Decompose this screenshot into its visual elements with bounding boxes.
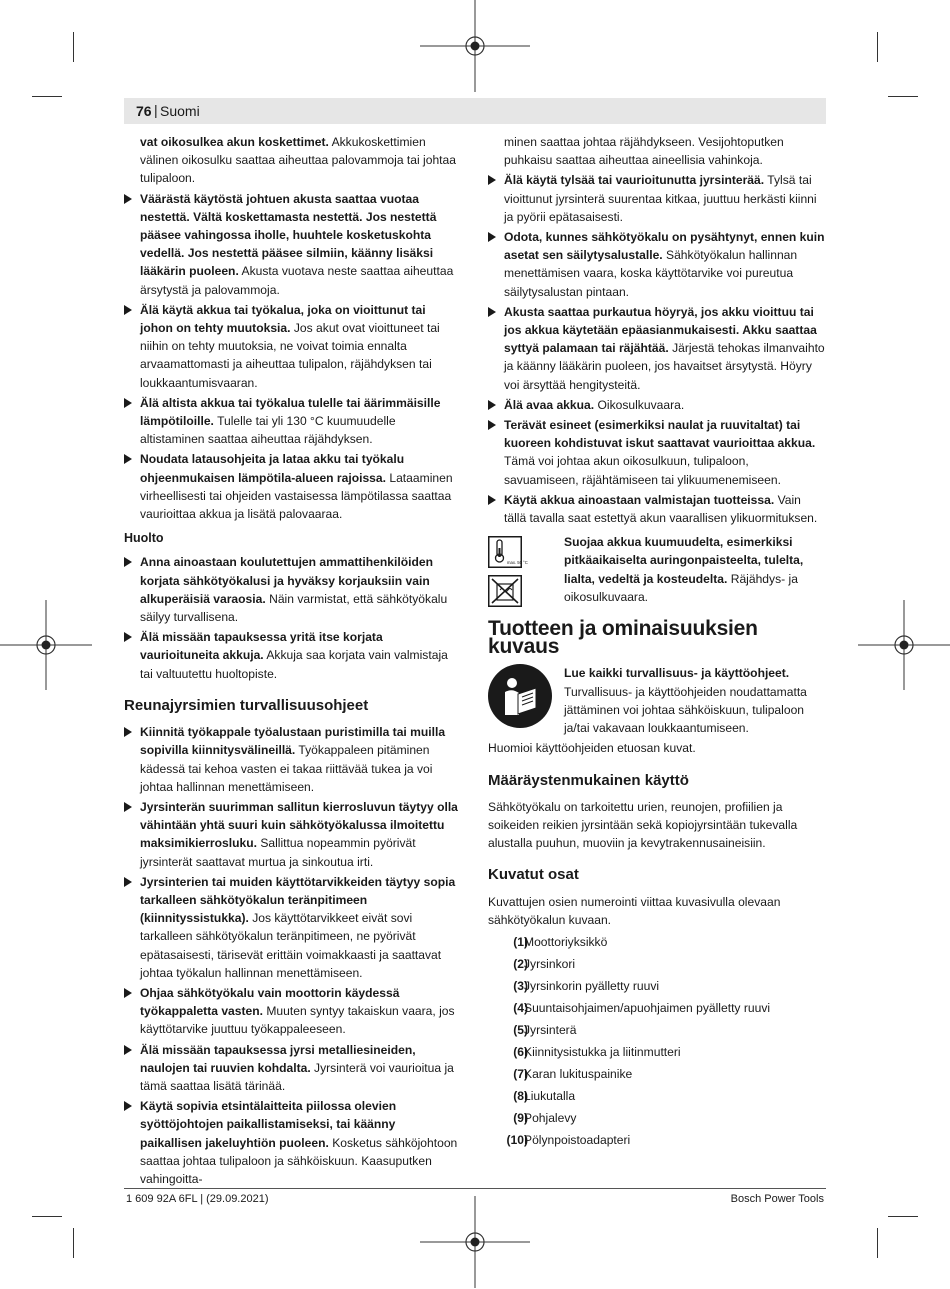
registration-mark-icon xyxy=(0,600,92,690)
list-item: (4) Suuntaisohjaimen/apuohjaimen pyälletty ruuvi xyxy=(513,1000,771,1015)
page-number: 76 xyxy=(136,103,152,119)
list-item: (9) Pohjalevy xyxy=(513,1110,577,1125)
header-language: Suomi xyxy=(160,103,200,119)
list-item: (7) Karan lukituspainike xyxy=(513,1066,633,1081)
list-item: Väärästä käytöstä johtuen akusta saattaa vuotaa nestettä. Vältä koskettamasta nestettä. Jos nestettä pääsee vahingossa iholle, huuhtele kosketuskohta vedellä. Jos nestettä pääsee silmiin, käänny lisäksi lääkärin puoleen. Akusta vuotava neste saattaa aiheuttaa ärsytystä ja palovammoja. xyxy=(124,190,460,299)
footer-brand: Bosch Power Tools xyxy=(730,1193,824,1205)
triangle-bullet-icon xyxy=(488,232,496,242)
triangle-bullet-icon xyxy=(488,495,496,505)
triangle-bullet-icon xyxy=(124,305,132,315)
list-item: Akusta saattaa purkautua höyryä, jos akku vioittuu tai jos akkua käytetään epäasianmukaisesti. Akku saattaa syttyä palamaan tai räjähtää. Järjestä tehokas ilmanvaihto ja käänny lääkärin puoleen, jos havaitset ärsytystä. Höyry voi ärsyttää hengitysteitä. xyxy=(488,303,826,394)
list-item: Anna ainoastaan koulutettujen ammattihenkilöiden korjata sähkötyökalusi ja hyväksy korjauksiin vain alkuperäisiä varaosia. Näin varmistat, että sähkötyökalu säilyy turvallisena. xyxy=(124,553,460,626)
list-item: (10) Pölynpoistoadapteri xyxy=(506,1132,631,1147)
list-item: Älä käytä tylsää tai vaurioitunutta jyrsinterää. Tylsä tai vioittunut jyrsinterä suurentaa kitkaa, juuttuu herkästi kiinni ja pyörii epätasaisesti. xyxy=(488,171,826,226)
triangle-bullet-icon xyxy=(124,727,132,737)
parts-list xyxy=(488,933,826,1153)
crop-mark xyxy=(877,1228,878,1258)
list-item: Terävät esineet (esimerkiksi naulat ja ruuvitaltat) tai kuoreen kohdistuvat iskut saattavat vaurioittaa akkua. Tämä voi johtaa akun oikosulkuun, tulipaloon, savuamiseen, räjähtämiseen tai ylikuumenemiseen. xyxy=(488,416,826,489)
list-item: Noudata latausohjeita ja lataa akku tai työkalu ohjeenmukaisen lämpötila-alueen rajoissa. Lataaminen virheellisesti tai ohjeiden vastaisessa lämpötilassa saattaa vaurioittaa akkua ja lisätä palovaaraa. xyxy=(124,450,460,523)
section-subheading: Huolto xyxy=(124,531,164,546)
triangle-bullet-icon xyxy=(124,988,132,998)
list-item: Kiinnitä työkappale työalustaan puristimilla tai muilla sopivilla kiinnitysvälineillä. Työkappaleen pitäminen kädessä tai kehoa vasten ei takaa riittävää tukea ja voi johtaa hallinnan menettämiseen. xyxy=(124,723,460,796)
triangle-bullet-icon xyxy=(124,632,132,642)
footer-doc-id: 1 609 92A 6FL | (29.09.2021) xyxy=(126,1193,269,1205)
triangle-bullet-icon xyxy=(124,194,132,204)
list-item: (2) Jyrsinkori xyxy=(513,956,576,971)
triangle-bullet-icon xyxy=(488,307,496,317)
crop-mark xyxy=(73,32,74,62)
triangle-bullet-icon xyxy=(124,398,132,408)
registration-mark-icon xyxy=(420,0,530,92)
crop-mark xyxy=(888,96,918,97)
list-item: Ohjaa sähkötyökalu vain moottorin käydessä työkappaletta vasten. Muuten syntyy takaiskun vaara, jos käyttötarvike juuttuu työkappaleeseen. xyxy=(124,984,460,1039)
intro-paragraph: vat oikosulkea akun koskettimet. Akkukoskettimien välinen oikosulku saattaa aiheuttaa palovammoja tai johtaa tulipaloon. xyxy=(140,135,456,186)
right-column xyxy=(488,133,826,1153)
parts-intro-text: Kuvattujen osien numerointi viittaa kuvasivulla olevaan sähkötyökalun kuvaan. xyxy=(488,894,781,927)
list-item: Älä missään tapauksessa yritä itse korjata vaurioituneita akkuja. Akkuja saa korjata vain valmistaja tai valtuutettu huoltopiste. xyxy=(124,628,460,683)
triangle-bullet-icon xyxy=(124,454,132,464)
section-heading: Määräystenmukainen käyttö xyxy=(488,771,689,789)
list-item: (8) Liukutalla xyxy=(513,1088,576,1103)
heat-warning-note: max. 50 °C Suojaa akkua kuumuudelta, esimerkiksi pitkäaikaiselta auringonpaisteelta, tulelta, lialta, vedeltä ja kosteudelta. Räjähdys- ja oikosulkuvaara. xyxy=(488,533,826,606)
list-item: Käytä akkua ainoastaan valmistajan tuotteissa. Vain tällä tavalla saat estettyä akun vaarallisen ylikuormituksen. xyxy=(488,491,826,527)
read-manual-icon xyxy=(488,664,552,728)
section-heading: Reunajyrsimien turvallisuusohjeet xyxy=(124,696,369,714)
crop-mark xyxy=(32,1216,62,1217)
crop-mark xyxy=(888,1216,918,1217)
left-column xyxy=(124,133,460,1190)
read-note-after: Huomioi käyttöohjeiden etuosan kuvat. xyxy=(488,741,696,756)
triangle-bullet-icon xyxy=(488,420,496,430)
page-footer xyxy=(124,1188,826,1205)
no-water-icon xyxy=(488,575,522,607)
list-item: Älä missään tapauksessa jyrsi metalliesineiden, naulojen tai ruuvien kohdalta. Jyrsinterä voi vaurioitua ja tämä saattaa lisätä tärinää. xyxy=(124,1041,460,1096)
registration-mark-icon xyxy=(858,600,950,690)
registration-mark-icon xyxy=(420,1196,530,1288)
intended-use-text: Sähkötyökalu on tarkoitettu urien, reunojen, profiilien ja soikeiden reikien jyrsintään sekä kopiojyrsintään tukevalla alustalla puuhun, muoviin ja kevytrakennusaineisiin. xyxy=(488,799,798,851)
read-manual-note: Lue kaikki turvallisuus- ja käyttöohjeet. Turvallisuus- ja käyttöohjeiden noudattamatta jättäminen voi johtaa sähköiskuun, tulipaloon ja/tai vakavaan loukkaantumiseen. xyxy=(488,664,826,737)
page-header xyxy=(124,98,826,124)
list-item: (6) Kiinnitysistukka ja liitinmutteri xyxy=(513,1044,681,1059)
temp-icon-label: max. 50 °C xyxy=(507,560,528,566)
list-item: Jyrsinterien tai muiden käyttötarvikkeiden täytyy sopia tarkalleen sähkötyökalun teränpitimeen (kiinnityssistukka). Jos käyttötarvikkeet eivät sovi tarkalleen sähkötyökalun teränpitimeen, ne pyörivät epätasaisesti, tärisevät erittäin voimakkaasti ja saattavat johtaa työkalun hallinnan menettämiseen. xyxy=(124,873,460,982)
list-item: Käytä sopivia etsintälaitteita piilossa olevien syöttöjohtojen paikallistamiseksi, tai käänny paikallisen jakeluyhtiön puoleen. Kosketus sähköjohtoon saattaa johtaa tulipaloon ja sähköiskuun. Kaasuputken vahingoitta- xyxy=(124,1097,460,1188)
triangle-bullet-icon xyxy=(124,557,132,567)
triangle-bullet-icon xyxy=(124,1045,132,1055)
list-item: Älä käytä akkua tai työkalua, joka on vioittunut tai johon on tehty muutoksia. Jos akut ovat vioittuneet tai niihin on tehty muutoksia, ne voivat toimia ennalta arvaamattomasti ja aiheuttaa tulipalon, räjähdyksen tai loukkaantumisvaaran. xyxy=(124,301,460,392)
triangle-bullet-icon xyxy=(124,1101,132,1111)
list-item: Odota, kunnes sähkötyökalu on pysähtynyt, ennen kuin asetat sen säilytysalustalle. Sähkötyökalun hallinnan menettämisen vaara, koska käyttötarvike voi pureutua säilytysalustan pintaan. xyxy=(488,228,826,301)
list-item: (5) Jyrsinterä xyxy=(513,1022,577,1037)
crop-mark xyxy=(32,96,62,97)
list-item: (1) Moottoriyksikkö xyxy=(513,934,608,949)
list-item: (3) Jyrsinkorin pyälletty ruuvi xyxy=(513,978,660,993)
triangle-bullet-icon xyxy=(488,400,496,410)
triangle-bullet-icon xyxy=(488,175,496,185)
section-heading-large: Tuotteen ja ominaisuuksien kuvaus xyxy=(488,617,758,659)
triangle-bullet-icon xyxy=(124,877,132,887)
crop-mark xyxy=(877,32,878,62)
thermometer-icon xyxy=(488,536,528,568)
list-item: Älä altista akkua tai työkalua tulelle tai äärimmäisille lämpötiloille. Tulelle tai yli 130 °C kuumuudelle altistaminen saattaa aiheuttaa räjähdyksen. xyxy=(124,394,460,449)
crop-mark xyxy=(73,1228,74,1258)
continuation-paragraph: minen saattaa johtaa räjähdykseen. Vesijohtoputken puhkaisu saattaa aiheuttaa aineellisia vahinkoja. xyxy=(504,135,784,168)
list-item: Jyrsinterän suurimman sallitun kierrosluvun täytyy olla vähintään yhtä suuri kuin sähkötyökalussa ilmoitettu maksimikierrosluku. Sallittua nopeammin pyörivät jyrsinterät saattavat murtua ja sinkoutua irti. xyxy=(124,798,460,871)
list-item: Älä avaa akkua. Oikosulkuvaara. xyxy=(488,396,826,414)
section-heading: Kuvatut osat xyxy=(488,866,579,884)
header-separator: | xyxy=(154,102,158,118)
triangle-bullet-icon xyxy=(124,802,132,812)
